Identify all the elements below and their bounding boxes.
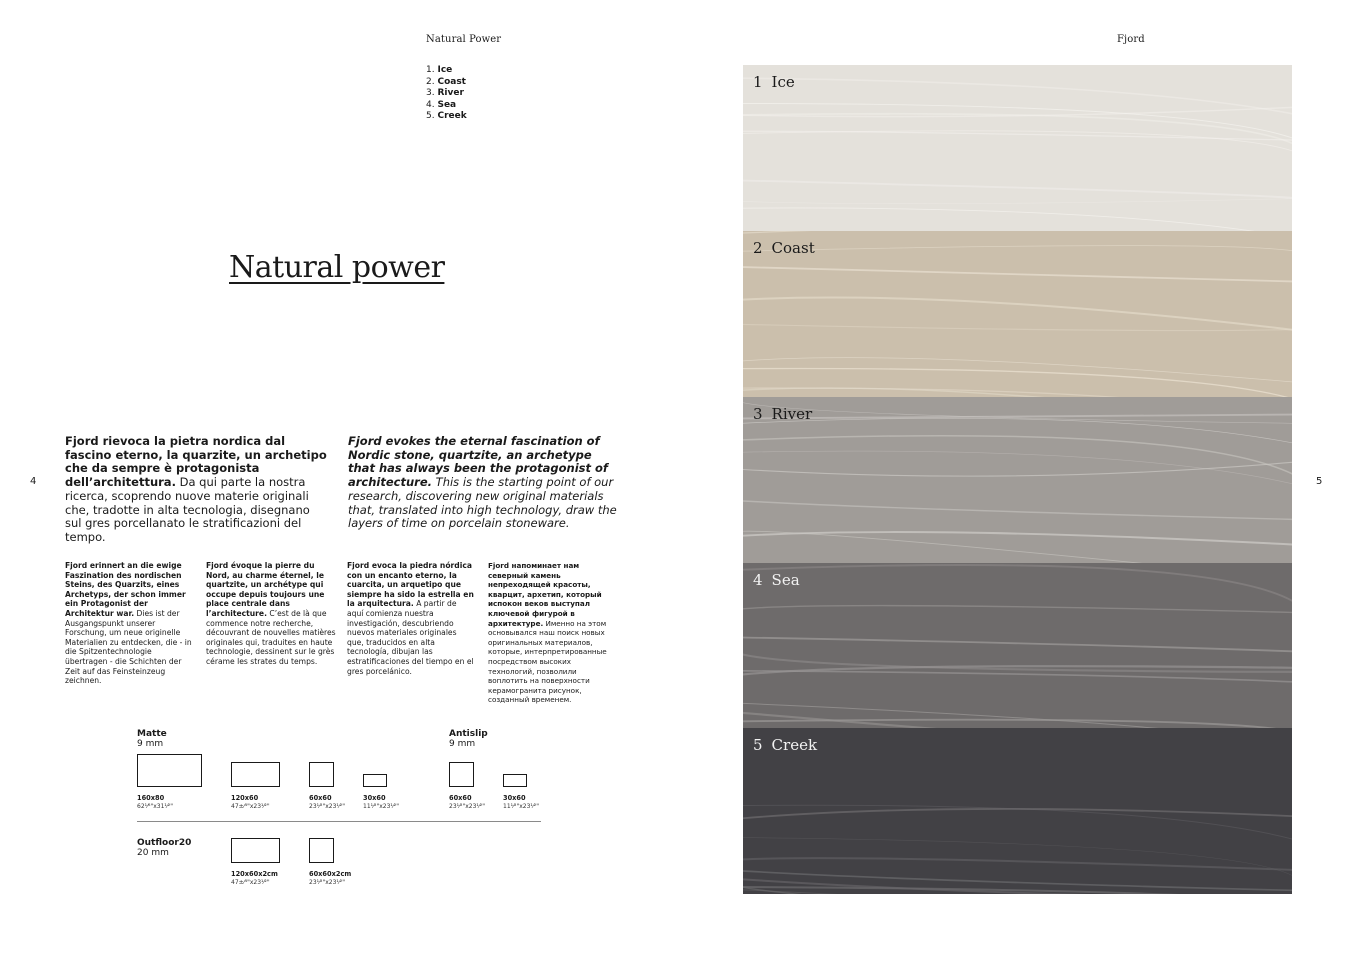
text-spanish-lead: Fjord evoca la piedra nórdica con un encanto eterno, la cuarcita, un arquetipo que siempre ha sido la estrella en la arquitectura. — [347, 561, 474, 609]
size-label: 60x60x2cm 23¹⁄²"x23¹⁄²" — [309, 870, 352, 886]
tile-160x80 — [137, 754, 202, 787]
tile-outfloor-60x60 — [309, 838, 334, 863]
running-header-left: Natural Power — [426, 34, 502, 45]
stone-base — [743, 728, 1292, 894]
size-label: 30x60 11¹⁄²"x23¹⁄²" — [363, 794, 399, 810]
tile-60x60 — [309, 762, 334, 787]
tile-antislip-60x60 — [449, 762, 474, 787]
intro-italian-body: Da qui parte la nostra ricerca, scoprendo nuove materie originali che, tradotte in alta tecnologia, disegnano sul gres porcellanato le stratificazioni del tempo. — [65, 475, 310, 544]
format-group-antislip — [449, 729, 488, 749]
text-german — [65, 561, 195, 686]
size-label: 30x60 11¹⁄²"x23¹⁄²" — [503, 794, 539, 810]
swatch-label: 2 Coast — [753, 239, 815, 257]
text-german-lead: Fjord erinnert an die ewige Faszination des nordischen Steins, des Quarzits, eines Archetyps, der schon immer ein Protagonist der Architektur war. — [65, 561, 186, 618]
format-group-name: Matte — [137, 729, 167, 739]
swatch-label: 5 Creek — [753, 736, 818, 754]
text-spanish-body: A partir de aquí comienza nuestra investigación, descubriendo nuevos materiales originales que, traducidos en alta tecnología, dibujan las estratificaciones del tiempo en el gres porcelánico. — [347, 599, 474, 676]
format-group-name: Antislip — [449, 729, 488, 739]
swatch-river — [743, 397, 1292, 563]
swatch-creek — [743, 728, 1292, 894]
text-french-lead: Fjord évoque la pierre du Nord, au charme éternel, le quartzite, un archétype qui occupe depuis toujours une place centrale dans l’architecture. — [206, 561, 325, 618]
text-french — [206, 561, 336, 667]
swatch-label: 3 River — [753, 405, 813, 423]
swatch-label: 4 Sea — [753, 571, 800, 589]
page-number-left: 4 — [30, 476, 37, 487]
size-label: 60x60 23¹⁄²"x23¹⁄²" — [449, 794, 485, 810]
tile-antislip-30x60 — [503, 774, 527, 787]
tile-120x60 — [231, 762, 280, 787]
format-group-thickness: 20 mm — [137, 848, 169, 858]
swatch-coast — [743, 231, 1292, 397]
stone-texture — [743, 563, 1292, 728]
intro-italian-lead: Fjord rievoca la pietra nordica dal fascino eterno, la quarzite, un archetipo che da sempre è protagonista dell’architettura. — [65, 434, 327, 490]
swatch-label: 1 Ice — [753, 73, 795, 91]
stone-base — [743, 563, 1292, 728]
text-german-body: Dies ist der Ausgangspunkt unserer Forschung, um neue originelle Materialien zu entdecken, die - in die Spitzentechnologie übertragen - die Schichten der Zeit auf das Feinsteinzeug zeichnen. — [65, 608, 192, 686]
stone-texture — [743, 231, 1292, 397]
format-group-name: Outfloor20 — [137, 838, 192, 848]
swatch-sea — [743, 563, 1292, 728]
format-group-matte — [137, 729, 167, 749]
size-label: 120x60x2cm 47±⁄⁴"x23¹⁄²" — [231, 870, 278, 886]
stone-texture — [743, 397, 1292, 563]
size-label: 120x60 47±⁄⁴"x23¹⁄²" — [231, 794, 270, 810]
text-russian-lead: Fjord напоминает нам северный камень непреходящей красоты, кварцит, архетип, который испокон веков выступал ключевой фигурой в архитектуре. — [488, 561, 602, 628]
tile-outfloor-120x60 — [231, 838, 280, 863]
format-group-thickness: 9 mm — [449, 739, 476, 749]
text-russian — [488, 561, 618, 705]
formats-divider — [137, 821, 541, 822]
size-label: 60x60 23¹⁄²"x23¹⁄²" — [309, 794, 345, 810]
intro-english-lead: Fjord evokes the eternal fascination of Nordic stone, quartzite, an archetype that has always been the protagonist of architecture. — [348, 434, 608, 490]
list-item: 2. Coast — [426, 76, 466, 87]
swatch-ice — [743, 65, 1292, 231]
page-number-right: 5 — [1316, 476, 1323, 487]
intro-english-body: This is the starting point of our research, discovering new original materials that, translated into high technology, draw the layers of time on porcelain stoneware. — [348, 475, 617, 531]
intro-english — [348, 435, 620, 531]
text-russian-body: Именно на этом основывался наш поиск новых оригинальных материалов, которые, интерпретированные посредством высоких технологий, позволили воплотить на поверхности керамогранита рисунок, созданный временем. — [488, 618, 607, 705]
list-item: 3. River — [426, 88, 464, 98]
color-list — [426, 65, 467, 123]
tile-30x60 — [363, 774, 387, 787]
list-item: 5. Creek — [426, 111, 467, 121]
stone-base — [743, 65, 1292, 231]
text-french-body: C’est de là que commence notre recherche, découvrant de nouvelles matières originales qui, traduites en haute technologie, dessinent sur le grès cérame les strates du temps. — [206, 608, 336, 666]
format-group-thickness: 9 mm — [137, 739, 164, 749]
stone-texture — [743, 728, 1292, 894]
format-group-outfloor — [137, 838, 191, 858]
list-item: 1. Ice — [426, 65, 453, 75]
intro-italian — [65, 435, 327, 545]
list-item: 4. Sea — [426, 99, 457, 110]
running-header-right: Fjord — [1117, 34, 1145, 45]
page-title: Natural power — [229, 250, 445, 285]
stone-texture — [743, 65, 1292, 231]
text-spanish — [347, 561, 475, 676]
size-label: 160x80 62¹⁄⁸"x31¹⁄²" — [137, 794, 173, 810]
